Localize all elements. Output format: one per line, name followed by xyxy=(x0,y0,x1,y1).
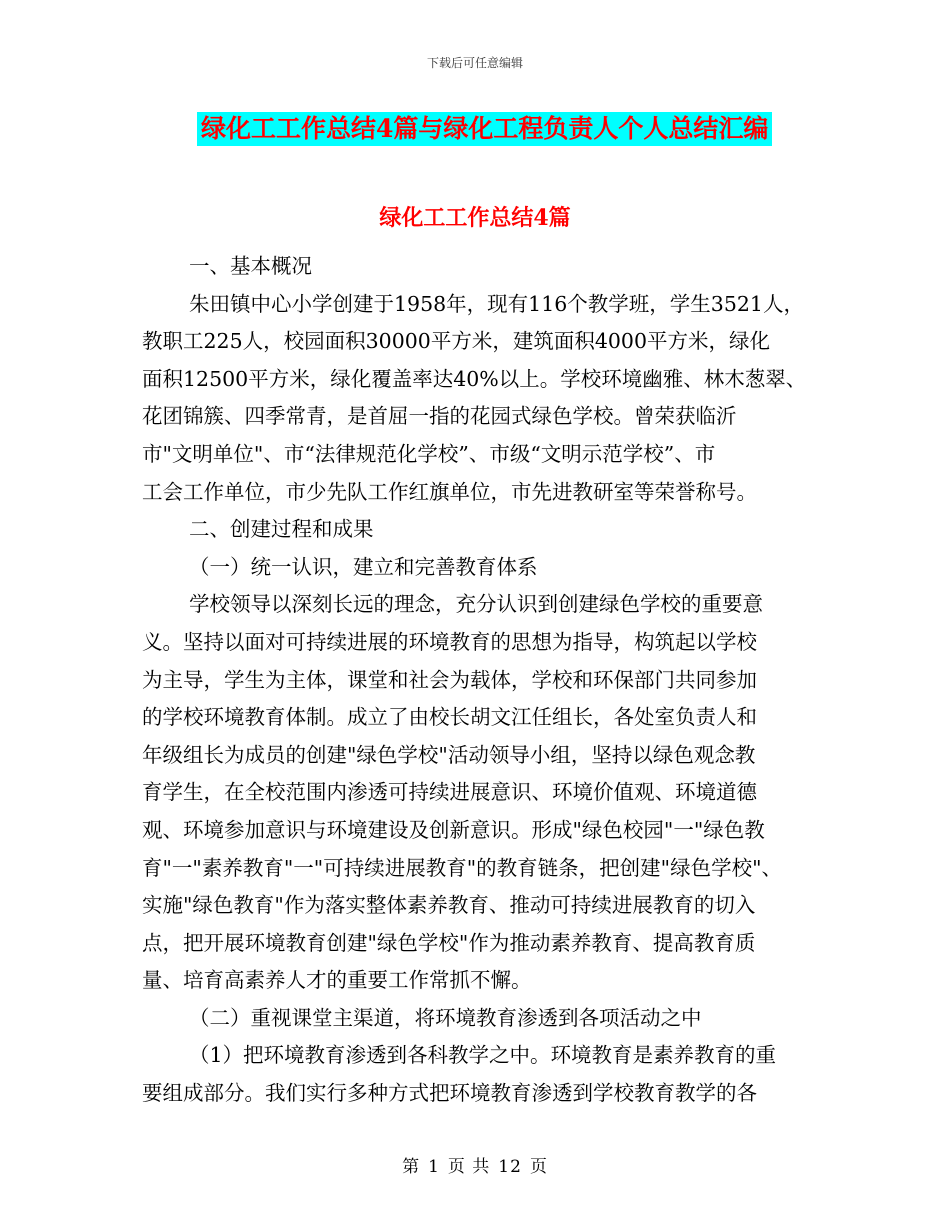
footer-suffix: 页 xyxy=(529,1157,548,1177)
body-line: 工会工作单位，市少先队工作红旗单位，市先进教研室等荣誉称号。 xyxy=(142,479,757,504)
footer-mid: 页 共 xyxy=(447,1157,491,1177)
body-line: 的学校环境教育体制。成立了由校长胡文江任组长，各处室负责人和 xyxy=(142,705,757,730)
section-title: 绿化工工作总结4篇 xyxy=(379,205,571,231)
body-line: 花团锦簇、四季常青，是首屈一指的花园式绿色学校。曾荣获临沂 xyxy=(142,404,737,429)
body-line: 点，把开展环境教育创建"绿色学校"作为推动素养教育、提高教育质 xyxy=(142,930,756,955)
body-line: 学校领导以深刻长远的理念，充分认识到创建绿色学校的重要意 xyxy=(189,592,763,617)
total-pages: 12 xyxy=(498,1157,522,1177)
body-line: 一、基本概况 xyxy=(189,254,312,278)
body-line: 观、环境参加意识与环境建设及创新意识。形成"绿色校园"一"绿色教 xyxy=(142,817,765,842)
body-line: （二）重视课堂主渠道，将环境教育渗透到各项活动之中 xyxy=(189,1005,702,1030)
footer-prefix: 第 xyxy=(402,1157,421,1177)
body-line: 年级组长为成员的创建"绿色学校"活动领导小组，坚持以绿色观念教 xyxy=(142,742,756,767)
body-line: 量、培育高素养人才的重要工作常抓不懈。 xyxy=(142,968,532,993)
body-line: （一）统一认识，建立和完善教育体系 xyxy=(189,554,538,579)
body-line: （1）把环境教育渗透到各科教学之中。环境教育是素养教育的重 xyxy=(189,1043,777,1068)
body-line: 朱田镇中心小学创建于1958年，现有116个教学班，学生3521人， xyxy=(189,291,804,316)
body-line: 育"一"素养教育"一"可持续进展教育"的教育链条，把创建"绿色学校"、 xyxy=(142,855,783,880)
page-footer xyxy=(0,1152,950,1177)
body-line: 市"文明单位"、市“法律规范化学校”、市级“文明示范学校”、市 xyxy=(142,441,716,466)
document-title: 绿化工工作总结4篇与绿化工程负责人个人总结汇编 xyxy=(197,112,772,146)
body-line: 育学生，在全校范围内渗透可持续进展意识、环境价值观、环境道德 xyxy=(142,780,757,805)
body-line: 为主导，学生为主体，课堂和社会为载体，学校和环保部门共同参加 xyxy=(142,667,757,692)
body-text xyxy=(142,248,842,1113)
header-note: 下载后可任意编辑 xyxy=(426,56,523,70)
body-line: 面积12500平方米，绿化覆盖率达40%以上。学校环境幽雅、林木葱翠、 xyxy=(142,366,807,391)
body-line: 教职工225人，校园面积30000平方米，建筑面积4000平方米，绿化 xyxy=(142,329,771,354)
body-line: 要组成部分。我们实行多种方式把环境教育渗透到学校教育教学的各 xyxy=(142,1081,757,1106)
body-line: 义。坚持以面对可持续进展的环境教育的思想为指导，构筑起以学校 xyxy=(142,629,757,654)
body-line: 二、创建过程和成果 xyxy=(189,517,374,542)
page-number: 1 xyxy=(428,1157,440,1177)
body-line: 实施"绿色教育"作为落实整体素养教育、推动可持续进展教育的切入 xyxy=(142,893,756,918)
